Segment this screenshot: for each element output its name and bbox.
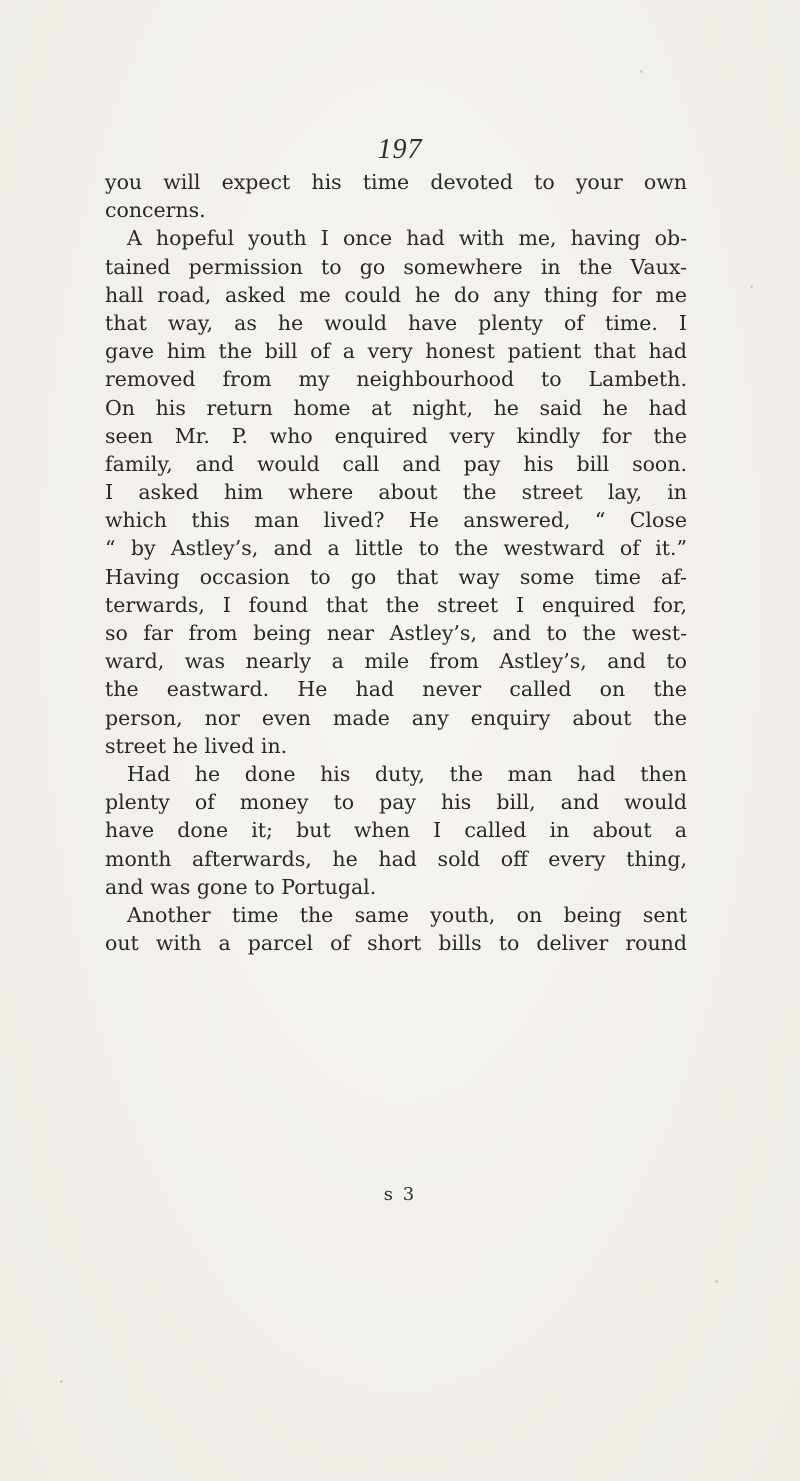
text-line: Had he done his duty, the man had then: [127, 761, 687, 786]
text-line: plenty of money to pay his bill, and would: [105, 790, 687, 815]
text-line: tained permission to go somewhere in the Vaux-: [105, 254, 687, 279]
text-line: Another time the same youth, on being sent: [127, 902, 687, 927]
text-line: out with a parcel of short bills to deliver round: [105, 931, 687, 956]
text-line: removed from my neighbourhood to Lambeth.: [105, 367, 687, 392]
text-line: you will expect his time devoted to your own: [105, 170, 687, 194]
text-line: gave him the bill of a very honest patient that had: [105, 339, 687, 364]
text-line: so far from being near Astley’s, and to the west-: [105, 621, 687, 645]
text-line: and was gone to Portugal.: [105, 874, 377, 899]
text-line: “ by Astley’s, and a little to the westward of it.”: [105, 536, 687, 561]
text-line: terwards, I found that the street I enquired for,: [105, 592, 687, 617]
paper-speck: [60, 1380, 63, 1383]
text-line: ward, was nearly a mile from Astley’s, and to: [105, 649, 687, 674]
text-line: A hopeful youth I once had with me, having ob-: [127, 226, 687, 251]
text-line: Having occasion to go that way some time af-: [105, 564, 687, 589]
text-line: person, nor even made any enquiry about the: [105, 705, 687, 730]
body-text: [105, 168, 687, 957]
signature-mark: s 3: [383, 1184, 417, 1205]
text-line: I asked him where about the street lay, in: [105, 480, 687, 505]
paper-speck: [750, 285, 753, 288]
text-line: that way, as he would have plenty of time. I: [105, 310, 687, 335]
text-line: street he lived in.: [105, 733, 288, 758]
text-line: concerns.: [105, 198, 206, 223]
text-line: the eastward. He had never called on the: [105, 677, 687, 702]
text-line: month afterwards, he had sold off every thing,: [105, 846, 687, 871]
text-line: seen Mr. P. who enquired very kindly for the: [105, 423, 687, 448]
text-line: hall road, asked me could he do any thing for me: [105, 282, 687, 307]
page-number: 197: [377, 134, 423, 165]
paper-speck: [715, 1280, 718, 1283]
text-line: have done it; but when I called in about a: [105, 818, 687, 843]
text-line: which this man lived? He answered, “ Close: [105, 508, 687, 533]
text-line: family, and would call and pay his bill soon.: [105, 451, 687, 476]
text-line: On his return home at night, he said he had: [105, 395, 687, 420]
paper-speck: [640, 70, 643, 73]
